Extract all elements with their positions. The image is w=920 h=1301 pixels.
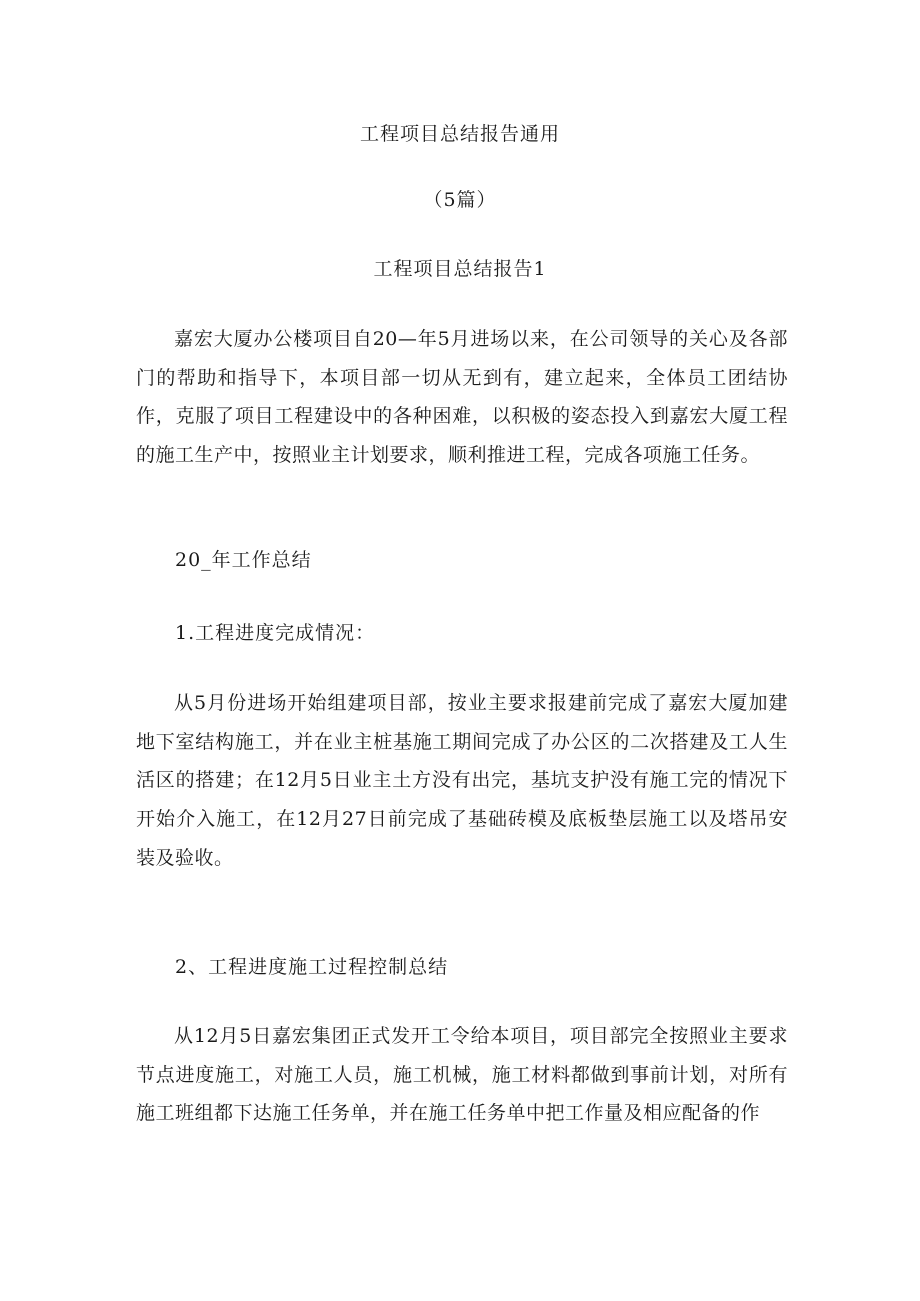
section-2-heading: 2、工程进度施工过程控制总结 xyxy=(175,956,449,978)
report-heading: 工程项目总结报告1 xyxy=(373,258,547,280)
section-1-heading: 1.工程进度完成情况： xyxy=(175,622,376,644)
document-subtitle: （5篇） xyxy=(423,189,497,211)
intro-paragraph: 嘉宏大厦办公楼项目自20—年5月进场以来，在公司领导的关心及各部门的帮助和指导下，本项目部一切从无到有，建立起来，全体员工团结协作，克服了项目工程建设中的各种困难，以积极的姿态投入到嘉宏大厦工程的施工生产中，按照业主计划要求，顺利推进工程，完成各项施工任务。 xyxy=(136,328,788,467)
section-1-paragraph: 从5月份进场开始组建项目部，按业主要求报建前完成了嘉宏大厦加建地下室结构施工，并在业主桩基施工期间完成了办公区的二次搭建及工人生活区的搭建；在12月5日业主土方没有出完，基坑支护没有施工完的情况下开始介入施工，在12月27日前完成了基础砖模及底板垫层施工以及塔吊安装及验收。 xyxy=(136,692,788,869)
year-summary-heading: 20_年工作总结 xyxy=(175,549,312,571)
section-2-paragraph: 从12月5日嘉宏集团正式发开工令给本项目，项目部完全按照业主要求节点进度施工，对施工人员，施工机械，施工材料都做到事前计划，对所有施工班组都下达施工任务单，并在施工任务单中把工作量及相应配备的作 xyxy=(136,1025,788,1125)
document-title: 工程项目总结报告通用 xyxy=(359,123,560,145)
